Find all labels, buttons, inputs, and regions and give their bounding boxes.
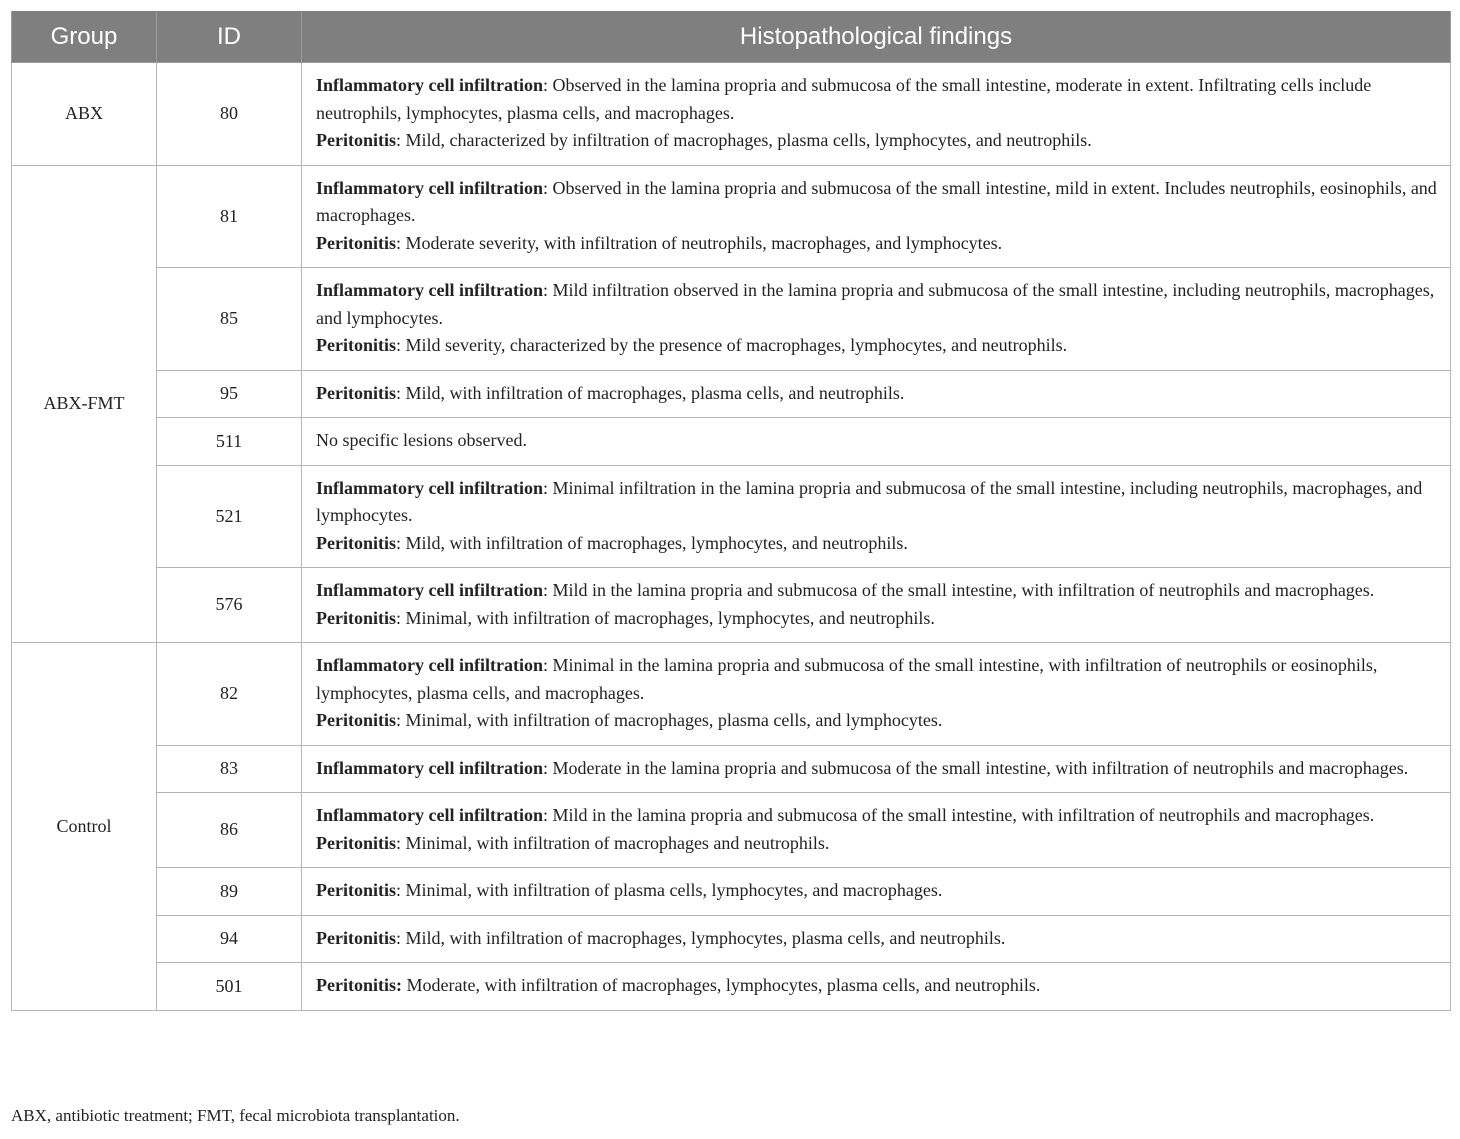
finding-text: Minimal infiltration in the lamina propria and submucosa of the small intestine, including neutrophils, macrophages, and lymphocytes. — [316, 477, 1423, 525]
finding-text: Mild, characterized by infiltration of macrophages, plasma cells, lymphocytes, and neutrophils. — [405, 130, 1092, 150]
finding-line — [316, 127, 1438, 155]
finding-term: Peritonitis — [316, 382, 396, 403]
group-cell: Control — [12, 643, 157, 1011]
table-row — [12, 418, 1451, 466]
finding-separator: : — [395, 927, 406, 948]
finding-text: Mild in the lamina propria and submucosa of the small intestine, with infiltration of neutrophils and macrophages. — [552, 580, 1375, 600]
finding-line — [316, 530, 1438, 558]
finding-line — [316, 380, 1438, 408]
findings-cell — [302, 868, 1451, 916]
finding-line — [316, 175, 1438, 230]
id-cell: 89 — [157, 868, 302, 916]
findings-cell — [302, 793, 1451, 868]
finding-separator: : — [395, 130, 406, 150]
header-group: Group — [12, 11, 157, 63]
finding-text: Observed in the lamina propria and submucosa of the small intestine, mild in extent. Includes neutrophils, eosinophils, and macrophages. — [316, 177, 1437, 225]
findings-cell — [302, 165, 1451, 268]
table-row — [12, 465, 1451, 568]
finding-term: Inflammatory cell infiltration — [316, 477, 543, 498]
finding-separator: : — [542, 757, 553, 778]
table-row — [12, 745, 1451, 793]
finding-line — [316, 427, 1438, 455]
id-cell: 83 — [157, 745, 302, 793]
finding-separator: : — [542, 580, 553, 600]
findings-cell — [302, 643, 1451, 746]
table-row — [12, 165, 1451, 268]
header-id: ID — [157, 11, 302, 63]
findings-cell — [302, 418, 1451, 466]
finding-text: Mild in the lamina propria and submucosa of the small intestine, with infiltration of neutrophils and macrophages. — [552, 805, 1375, 825]
findings-cell — [302, 915, 1451, 963]
finding-line — [316, 972, 1438, 1000]
findings-cell — [302, 745, 1451, 793]
finding-text: Mild severity, characterized by the presence of macrophages, lymphocytes, and neutrophils. — [405, 335, 1068, 355]
finding-term: Peritonitis — [316, 232, 396, 253]
finding-text: Minimal, with infiltration of macrophages, plasma cells, and lymphocytes. — [405, 710, 943, 730]
group-cell: ABX-FMT — [12, 165, 157, 643]
finding-separator: : — [542, 177, 553, 198]
table-footnote: ABX, antibiotic treatment; FMT, fecal microbiota transplantation. — [11, 1106, 460, 1125]
finding-text: Minimal, with infiltration of macrophages, lymphocytes, and neutrophils. — [405, 607, 935, 628]
finding-line — [316, 802, 1438, 830]
finding-separator: : — [395, 532, 406, 553]
finding-line — [316, 72, 1438, 127]
finding-term: Peritonitis — [316, 335, 396, 355]
finding-term: Peritonitis — [316, 880, 396, 900]
table-row — [12, 268, 1451, 371]
table-row — [12, 63, 1451, 166]
finding-text: Minimal, with infiltration of plasma cells, lymphocytes, and macrophages. — [405, 880, 943, 900]
finding-separator: : — [395, 832, 406, 853]
finding-text: No specific lesions observed. — [316, 430, 527, 450]
table-row — [12, 568, 1451, 643]
finding-line — [316, 652, 1438, 707]
group-cell: ABX — [12, 63, 157, 166]
id-cell: 511 — [157, 418, 302, 466]
finding-separator: : — [542, 805, 553, 825]
table-row — [12, 370, 1451, 418]
finding-term: Inflammatory cell infiltration — [316, 177, 543, 198]
finding-line — [316, 830, 1438, 858]
header-row — [12, 11, 1451, 63]
finding-line — [316, 230, 1438, 258]
finding-text: Moderate severity, with infiltration of neutrophils, macrophages, and lymphocytes. — [405, 232, 1003, 253]
finding-line — [316, 877, 1438, 905]
finding-separator: : — [542, 477, 553, 498]
finding-term: Inflammatory cell infiltration — [316, 655, 543, 675]
finding-line — [316, 707, 1438, 735]
table-row — [12, 868, 1451, 916]
finding-term: Peritonitis — [316, 927, 396, 948]
finding-text: Mild, with infiltration of macrophages, lymphocytes, plasma cells, and neutrophils. — [405, 927, 1006, 948]
finding-term: Peritonitis — [316, 532, 396, 553]
finding-term: Inflammatory cell infiltration — [316, 580, 543, 600]
finding-line — [316, 277, 1438, 332]
findings-table — [11, 11, 1451, 1011]
finding-text: Mild infiltration observed in the lamina propria and submucosa of the small intestine, including neutrophils, macrophages, and lymphocytes. — [316, 280, 1435, 328]
finding-line — [316, 475, 1438, 530]
table-row — [12, 963, 1451, 1011]
id-cell: 86 — [157, 793, 302, 868]
finding-separator: : — [395, 607, 406, 628]
findings-cell — [302, 63, 1451, 166]
findings-cell — [302, 465, 1451, 568]
finding-text: Mild, with infiltration of macrophages, plasma cells, and neutrophils. — [405, 382, 905, 403]
finding-line — [316, 925, 1438, 953]
finding-term: Peritonitis — [316, 710, 396, 730]
id-cell: 85 — [157, 268, 302, 371]
finding-separator: : — [395, 880, 406, 900]
finding-line — [316, 332, 1438, 360]
finding-separator: : — [395, 710, 406, 730]
finding-text: Observed in the lamina propria and submucosa of the small intestine, moderate in extent. Infiltrating cells include neutrophils, lymphocytes, plasma cells, and macrophages. — [316, 75, 1372, 123]
table-body — [12, 63, 1451, 1011]
finding-separator: : — [542, 280, 553, 300]
id-cell: 82 — [157, 643, 302, 746]
finding-separator: : — [395, 232, 406, 253]
finding-term: Peritonitis — [316, 130, 396, 150]
finding-term: Inflammatory cell infiltration — [316, 75, 543, 95]
finding-term: Inflammatory cell infiltration — [316, 757, 543, 778]
finding-term: Peritonitis: — [316, 975, 402, 995]
header-findings: Histopathological findings — [302, 11, 1451, 63]
finding-text: Moderate, with infiltration of macrophages, lymphocytes, plasma cells, and neutrophils. — [406, 975, 1041, 995]
finding-separator: : — [542, 655, 553, 675]
finding-separator: : — [395, 335, 406, 355]
finding-text: Moderate in the lamina propria and submucosa of the small intestine, with infiltration of neutrophils and macrophages. — [552, 757, 1409, 778]
finding-term: Peritonitis — [316, 607, 396, 628]
finding-text: Mild, with infiltration of macrophages, lymphocytes, and neutrophils. — [405, 532, 908, 553]
finding-separator: : — [395, 382, 406, 403]
findings-cell — [302, 268, 1451, 371]
finding-separator: : — [542, 75, 553, 95]
finding-term: Inflammatory cell infiltration — [316, 805, 543, 825]
id-cell: 81 — [157, 165, 302, 268]
id-cell: 501 — [157, 963, 302, 1011]
finding-text: Minimal, with infiltration of macrophages and neutrophils. — [405, 832, 830, 853]
finding-text: Minimal in the lamina propria and submucosa of the small intestine, with infiltration of neutrophils or eosinophils, lymphocytes, plasma cells, and macrophages. — [316, 655, 1378, 703]
findings-cell — [302, 568, 1451, 643]
table-row — [12, 643, 1451, 746]
id-cell: 80 — [157, 63, 302, 166]
finding-line — [316, 755, 1438, 783]
id-cell: 521 — [157, 465, 302, 568]
finding-term: Peritonitis — [316, 832, 396, 853]
table-row — [12, 915, 1451, 963]
finding-term: Inflammatory cell infiltration — [316, 280, 543, 300]
id-cell: 94 — [157, 915, 302, 963]
id-cell: 95 — [157, 370, 302, 418]
table-row — [12, 793, 1451, 868]
finding-line — [316, 577, 1438, 605]
id-cell: 576 — [157, 568, 302, 643]
finding-line — [316, 605, 1438, 633]
findings-cell — [302, 963, 1451, 1011]
findings-cell — [302, 370, 1451, 418]
